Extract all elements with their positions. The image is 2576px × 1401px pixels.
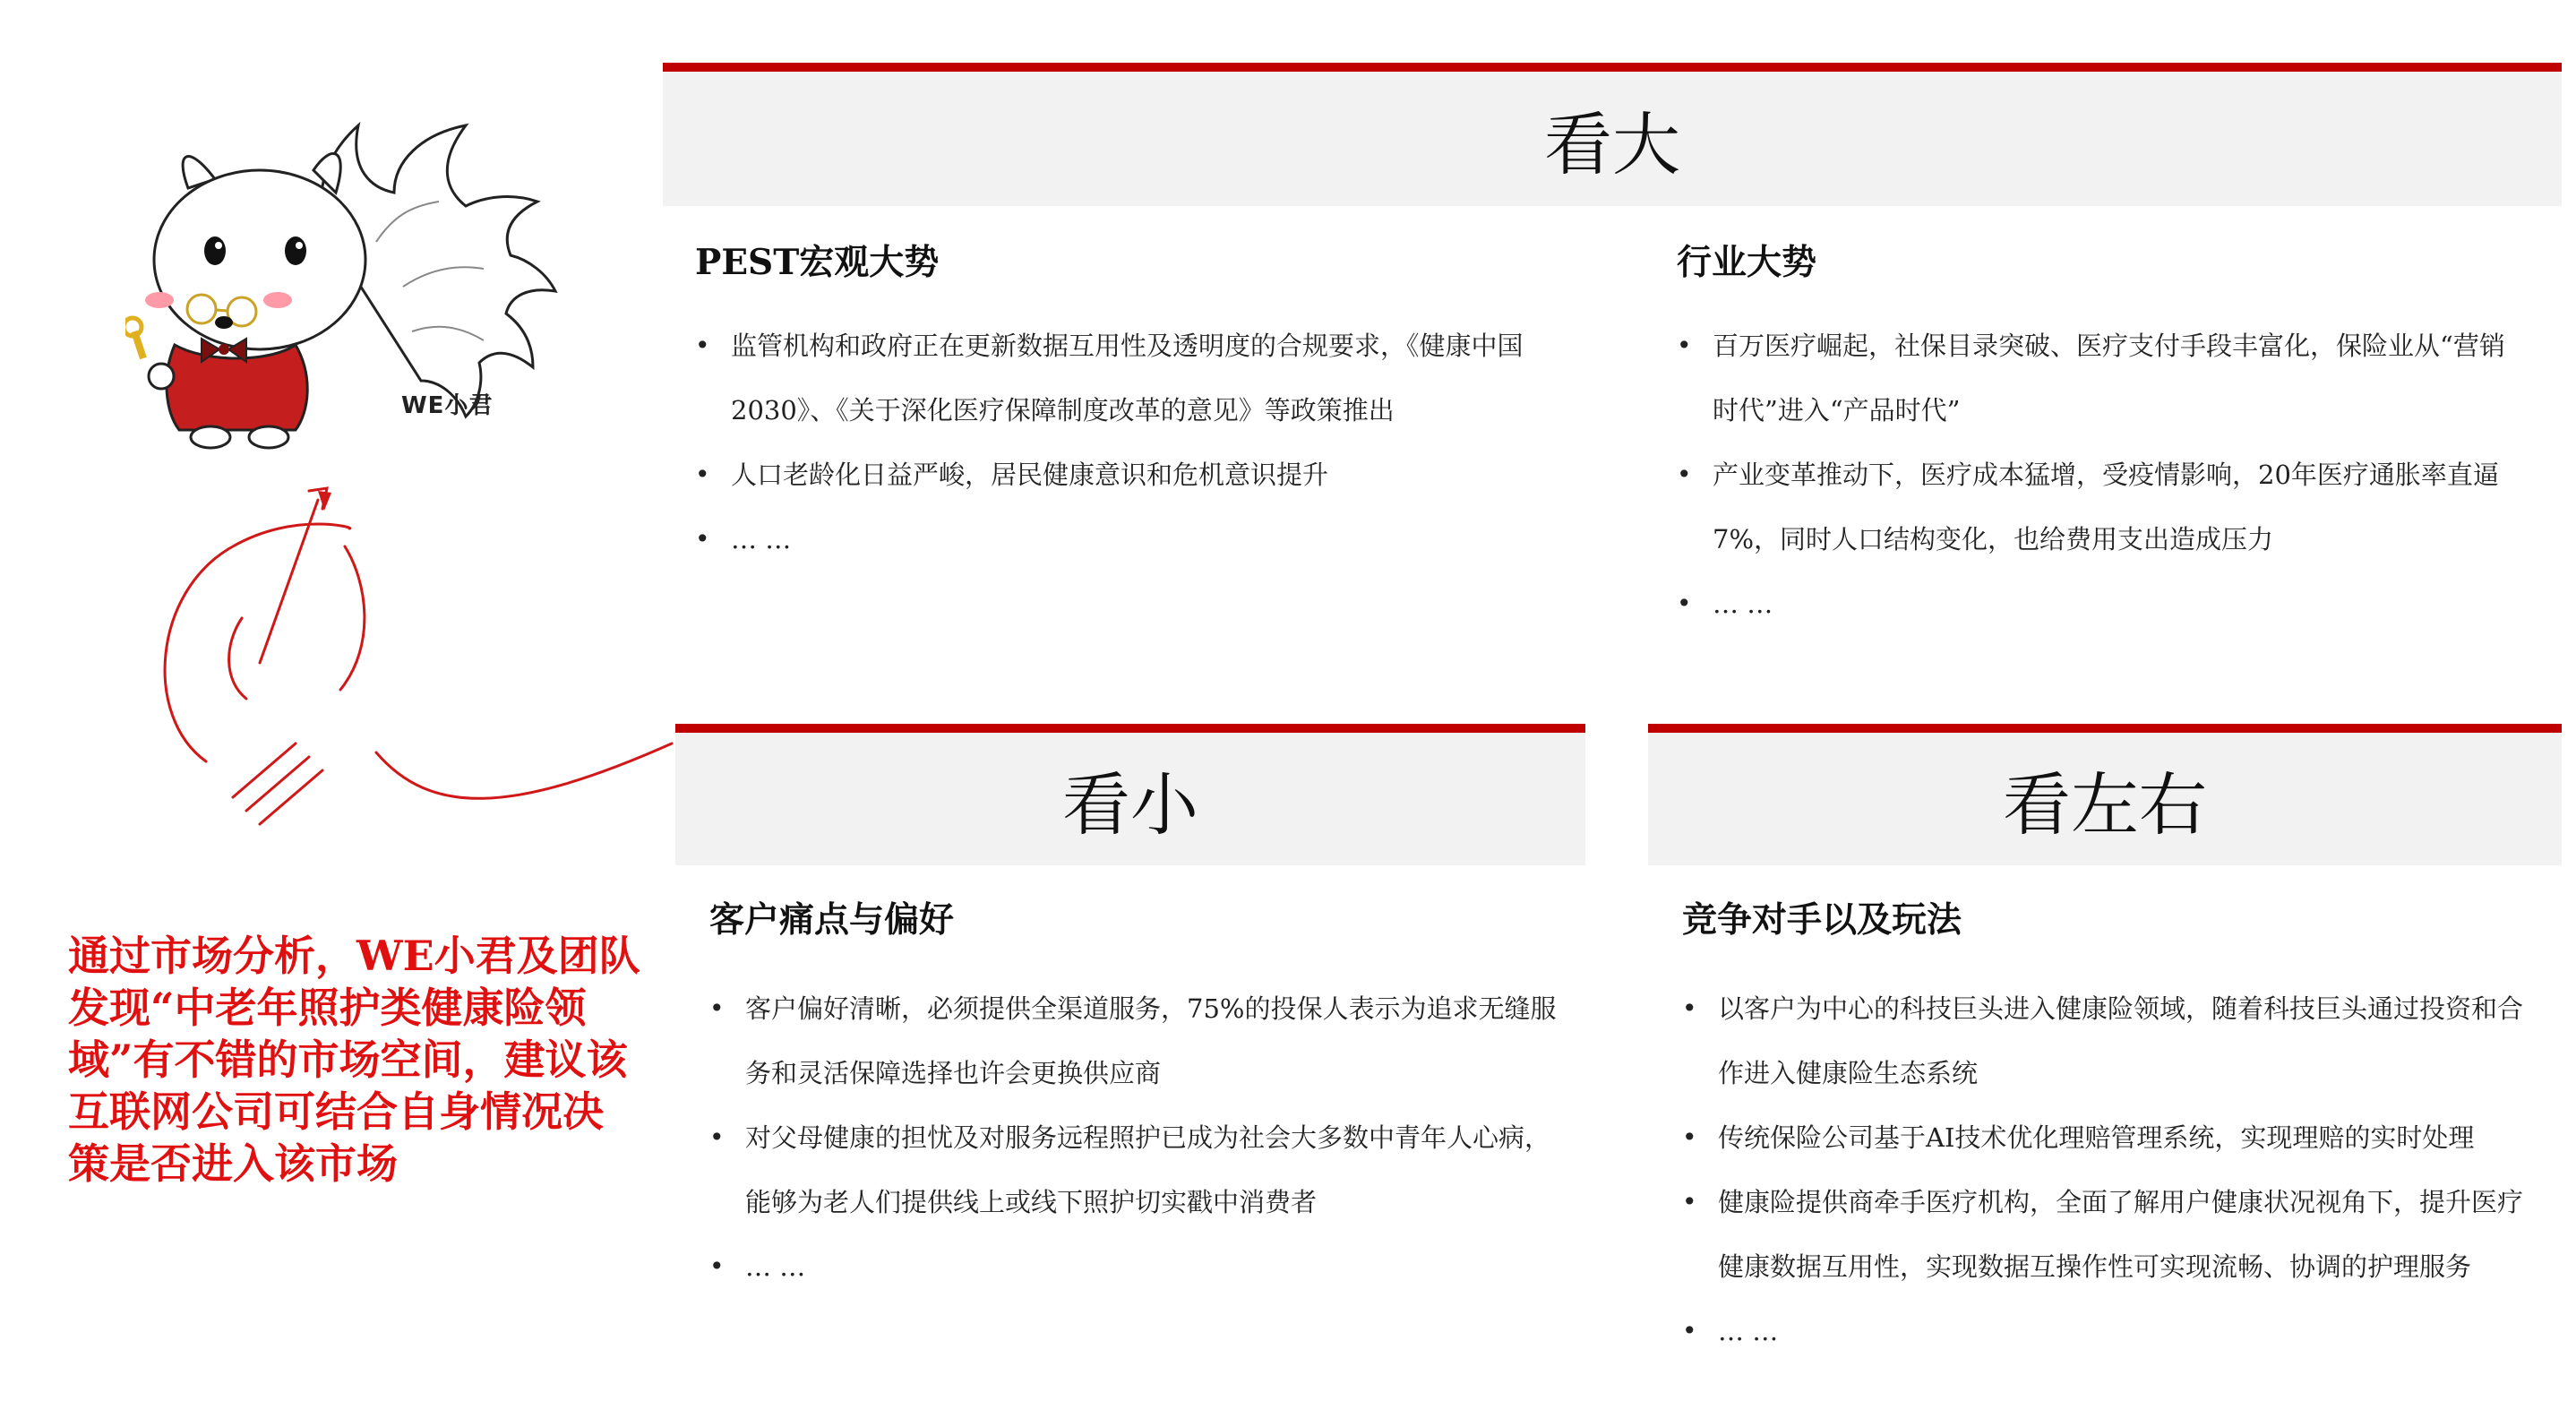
competitor-bullet-list — [1682, 976, 2542, 1363]
list-item: • 监管机构和政府正在更新数据互用性及透明度的合规要求，《健康中国2030》、《关于深化医疗保障制度改革的意见》等政策推出 — [695, 314, 1564, 443]
customer-bullet-list — [709, 976, 1569, 1299]
list-item: • 对父母健康的担忧及对服务远程照护已成为社会大多数中青年人心病，能够为老人们提供线上或线下照护切实戳中消费者 — [709, 1105, 1569, 1234]
list-item: • … … — [709, 1234, 1569, 1299]
pest-subtitle: PEST宏观大势 — [695, 242, 940, 283]
list-item: • 以客户为中心的科技巨头进入健康险领域，随着科技巨头通过投资和合作进入健康险生态系统 — [1682, 976, 2542, 1105]
mascot-label: WE小君 — [401, 392, 494, 419]
list-item: • 百万医疗崛起，社保目录突破、医疗支付手段丰富化，保险业从“营销时代”进入“产品时代” — [1677, 314, 2528, 443]
competitor-subtitle: 竞争对手以及玩法 — [1682, 899, 1962, 941]
list-item: • … … — [1682, 1299, 2542, 1363]
conclusion-text: 通过市场分析，WE小君及团队发现“中老年照护类健康险领域”有不错的市场空间，建议该互联网公司可结合自身情况决策是否进入该市场 — [68, 932, 640, 1188]
panel-small-bar — [675, 724, 1585, 733]
list-item: • 健康险提供商牵手医疗机构，全面了解用户健康状况视角下，提升医疗健康数据互用性，实现数据互操作性可实现流畅、协调的护理服务 — [1682, 1170, 2542, 1299]
panel-big-bar — [663, 63, 2562, 72]
list-item: • 产业变革推动下，医疗成本猛增，受疫情影响，20年医疗通胀率直逼7%，同时人口结构变化，也给费用支出造成压力 — [1677, 443, 2528, 572]
industry-bullet-list — [1677, 314, 2528, 636]
list-item: • … … — [695, 507, 1564, 572]
pest-bullet-list — [695, 314, 1564, 572]
lightbulb-arrow-icon — [134, 475, 690, 833]
mascot-hedgehog-icon — [125, 107, 591, 466]
panel-small-title: 看小 — [675, 733, 1585, 865]
panel-sides-bar — [1648, 724, 2562, 733]
list-item: • 客户偏好清晰，必须提供全渠道服务，75%的投保人表示为追求无缝服务和灵活保障选择也许会更换供应商 — [709, 976, 1569, 1105]
list-item: • 传统保险公司基于AI技术优化理赔管理系统，实现理赔的实时处理 — [1682, 1105, 2542, 1170]
list-item: • 人口老龄化日益严峻，居民健康意识和危机意识提升 — [695, 443, 1564, 507]
panel-big-title: 看大 — [663, 72, 2562, 206]
industry-subtitle: 行业大势 — [1677, 242, 1817, 283]
panel-sides-title: 看左右 — [1648, 733, 2562, 865]
customer-subtitle: 客户痛点与偏好 — [709, 899, 955, 941]
list-item: • … … — [1677, 572, 2528, 636]
